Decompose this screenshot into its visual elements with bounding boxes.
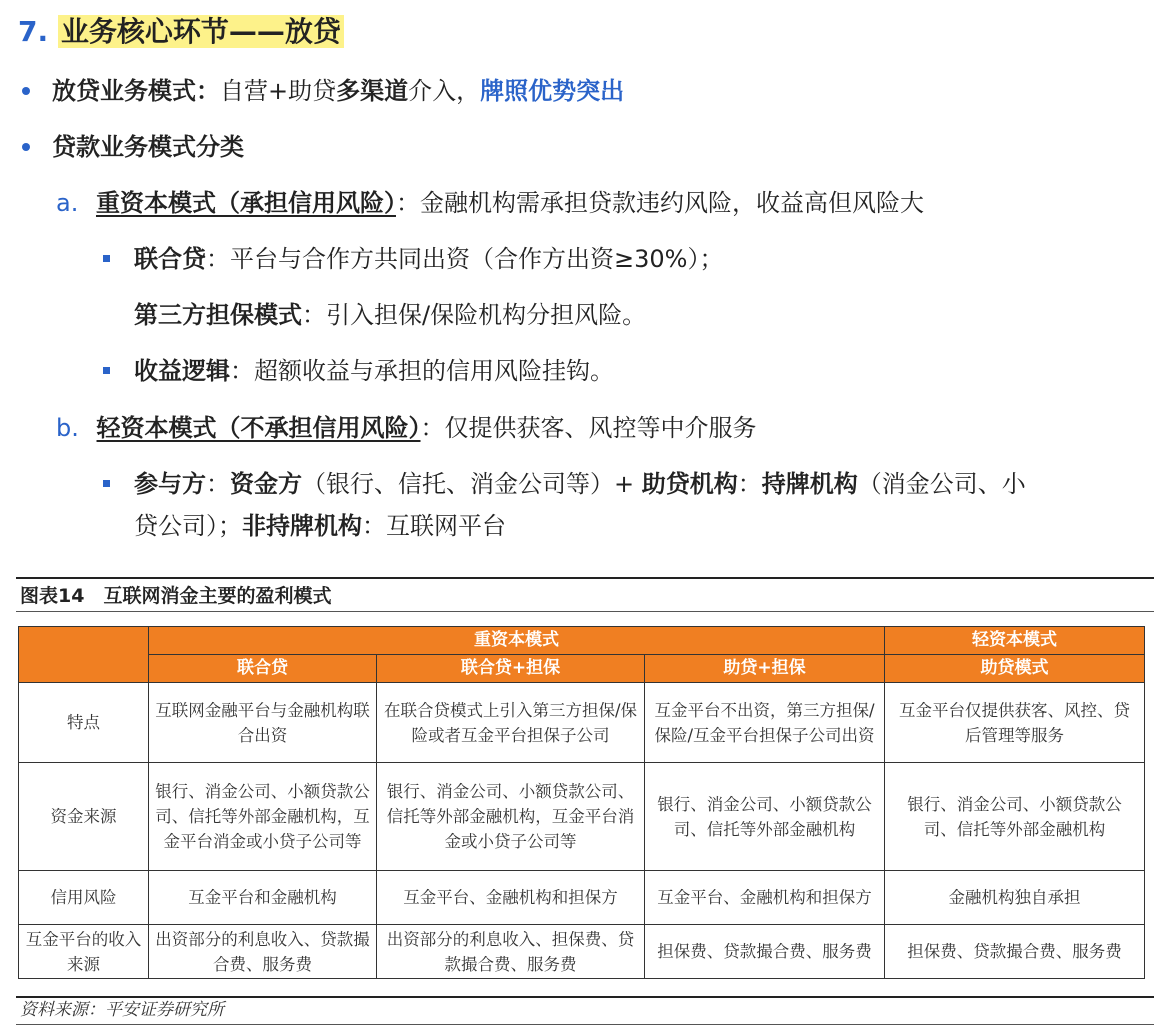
row-header: 信用风险 [19,871,149,925]
column-header: 联合贷+担保 [377,655,645,683]
table-cell: 互金平台、金融机构和担保方 [377,871,645,925]
table-cell: 互金平台和金融机构 [149,871,377,925]
item-heavy-capital: a. 重资本模式（承担信用风险）：金融机构需承担贷款违约风险，收益高但风险大 [56,189,924,217]
row-header: 特点 [19,683,149,763]
table-column-header-row [19,655,1145,683]
table-cell: 互金平台仅提供获客、风控、贷后管理等服务 [885,683,1145,763]
license-advantage-text: 牌照优势突出 [480,77,625,105]
sub-joint-loan: 联合贷：平台与合作方共同出资（合作方出资≥30%）； [134,245,724,273]
group-light-capital: 轻资本模式 [885,627,1145,655]
profit-model-table [18,626,1145,979]
table-row [19,763,1145,871]
table-row [19,925,1145,979]
table-corner-cell [19,627,149,683]
table-group-header-row [19,627,1145,655]
group-heavy-capital: 重资本模式 [149,627,885,655]
table-cell: 互金平台、金融机构和担保方 [645,871,885,925]
sub-revenue-logic: 收益逻辑：超额收益与承担的信用风险挂钩。 [134,357,614,385]
bullet-loan-classification: 贷款业务模式分类 [52,133,244,161]
source-bottom-rule [16,1024,1154,1025]
figure-title: 图表14 互联网消金主要的盈利模式 [20,585,332,607]
table-cell: 银行、消金公司、小额贷款公司、信托等外部金融机构，互金平台消金或小贷子公司等 [149,763,377,871]
item-light-capital: b. 轻资本模式（不承担信用风险）：仅提供获客、风控等中介服务 [56,414,757,442]
row-header: 互金平台的收入来源 [19,925,149,979]
table-cell: 担保费、贷款撮合费、服务费 [645,925,885,979]
figure-source: 资料来源：平安证券研究所 [20,1000,224,1020]
bullet-lending-mode: 放贷业务模式：自营+助贷多渠道介入，牌照优势突出 [52,77,625,105]
row-header: 资金来源 [19,763,149,871]
sub-participants-line1: 参与方：资金方（银行、信托、消金公司等）+ 助贷机构：持牌机构（消金公司、小 [134,470,1026,498]
table-cell: 出资部分的利息收入、担保费、贷款撮合费、服务费 [377,925,645,979]
square-bullet-icon [103,367,110,374]
table-cell: 在联合贷模式上引入第三方担保/保险或者互金平台担保子公司 [377,683,645,763]
square-bullet-icon [103,255,110,262]
section-title: 业务核心环节——放贷 [58,15,344,48]
sub-participants-line2: 贷公司）；非持牌机构：互联网平台 [134,512,506,540]
table-cell: 互联网金融平台与金融机构联合出资 [149,683,377,763]
sub-third-party-guarantee: 第三方担保模式：引入担保/保险机构分担风险。 [134,301,647,329]
figure-title-rule [16,611,1154,612]
bullet-dot-icon [22,87,30,95]
column-header: 助贷+担保 [645,655,885,683]
table-cell: 出资部分的利息收入、贷款撮合费、服务费 [149,925,377,979]
table-cell: 银行、消金公司、小额贷款公司、信托等外部金融机构 [885,763,1145,871]
table-cell: 银行、消金公司、小额贷款公司、信托等外部金融机构，互金平台消金或小贷子公司等 [377,763,645,871]
bullet-dot-icon [22,143,30,151]
table-row [19,683,1145,763]
section-number: 7. [18,15,49,48]
table-cell: 金融机构独自承担 [885,871,1145,925]
table-cell: 担保费、贷款撮合费、服务费 [885,925,1145,979]
table-cell: 银行、消金公司、小额贷款公司、信托等外部金融机构 [645,763,885,871]
page-title [18,12,344,52]
column-header: 助贷模式 [885,655,1145,683]
table-row [19,871,1145,925]
figure-top-rule [16,577,1154,579]
table-cell: 互金平台不出资，第三方担保/保险/互金平台担保子公司出资 [645,683,885,763]
square-bullet-icon [103,480,110,487]
column-header: 联合贷 [149,655,377,683]
